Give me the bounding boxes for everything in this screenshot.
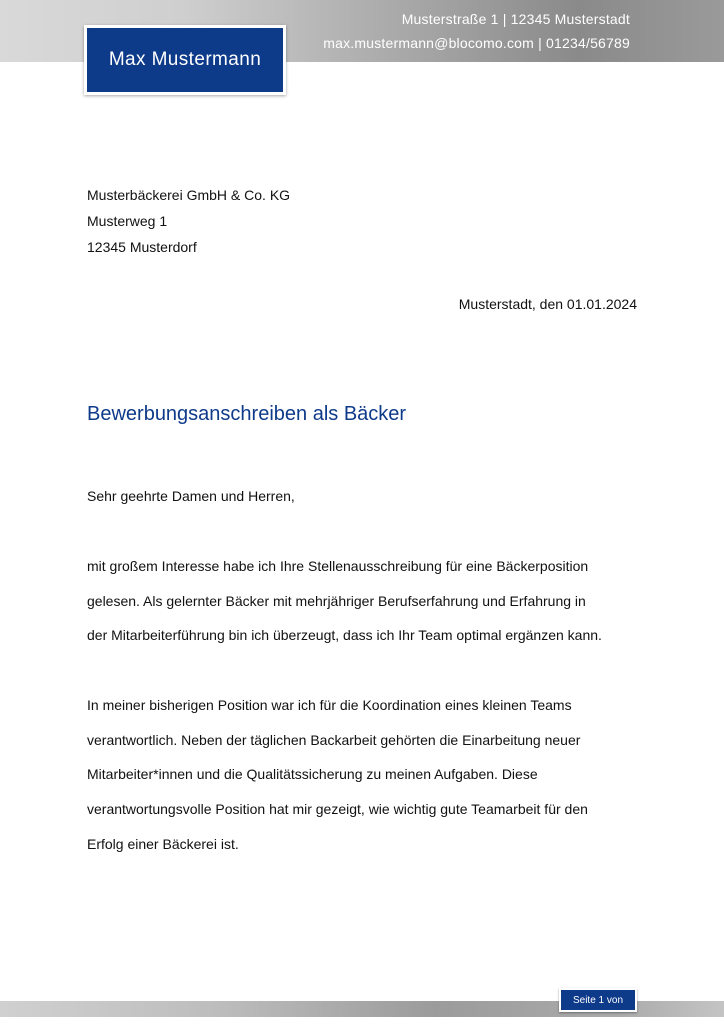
paragraph-2 — [87, 688, 647, 862]
paragraph-line: gelesen. Als gelernter Bäcker mit mehrjähriger Berufserfahrung und Erfahrung in — [87, 592, 586, 609]
paragraph-line: der Mitarbeiterführung bin ich überzeugt, dass ich Ihr Team optimal ergänzen kann. — [87, 627, 602, 644]
paragraph-line: verantwortungsvolle Position hat mir gezeigt, wie wichtig gute Teamarbeit für den — [87, 801, 588, 818]
paragraph-line: verantwortlich. Neben der täglichen Backarbeit gehörten die Einarbeitung neuer — [87, 731, 581, 748]
applicant-name: Max Mustermann — [87, 28, 283, 92]
letter-subject: Bewerbungsanschreiben als Bäcker — [87, 403, 407, 425]
paragraph-line: In meiner bisherigen Position war ich für die Koordination eines kleinen Teams — [87, 697, 572, 713]
paragraph-1 — [87, 549, 647, 653]
paragraph-line: Erfolg einer Bäckerei ist. — [87, 835, 239, 852]
contact-email-phone: max.mustermann@blocomo.com | 01234/56789 — [323, 35, 630, 51]
name-box — [84, 25, 286, 95]
recipient-city: 12345 Musterdorf — [87, 239, 197, 255]
letter-date: Musterstadt, den 01.01.2024 — [458, 296, 637, 312]
recipient-company: Musterbäckerei GmbH & Co. KG — [87, 187, 291, 203]
contact-address: Musterstraße 1 | 12345 Musterstadt — [401, 11, 630, 27]
page-number-badge — [559, 988, 637, 1012]
recipient-street: Musterweg 1 — [87, 213, 168, 229]
recipient-address — [87, 182, 290, 260]
paragraph-line: Mitarbeiter*innen und die Qualitätssicherung zu meinen Aufgaben. Diese — [87, 766, 538, 783]
paragraph-line: mit großem Interesse habe ich Ihre Stellenausschreibung für eine Bäckerposition — [87, 558, 589, 574]
salutation: Sehr geehrte Damen und Herren, — [87, 488, 295, 504]
page-number-label: Seite 1 von — [561, 990, 635, 1010]
